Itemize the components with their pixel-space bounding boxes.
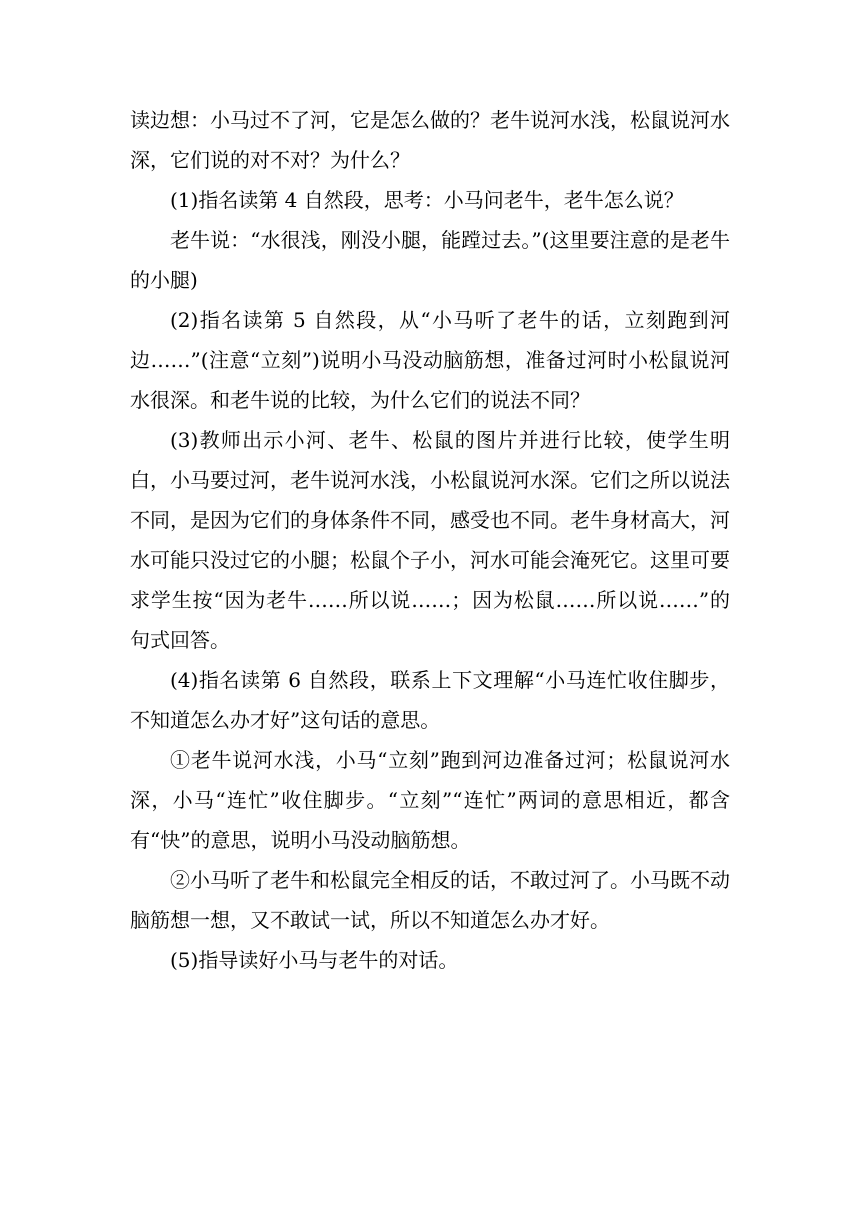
paragraph-ox-quote: 老牛说：“水很浅，刚没小腿，能蹚过去。”(这里要注意的是老牛的小腿): [130, 228, 730, 292]
paragraph-step-3: (3)教师出示小河、老牛、松鼠的图片并进行比较，使学生明白，小马要过河，老牛说河水浅，小松鼠说河水深。它们之所以说法不同，是因为它们的身体条件不同，感受也不同。老牛身材高大，河水可能只没过它的小腿；松鼠个子小，河水可能会淹死它。这里可要求学生按“因为老牛……所以说……；因为松鼠……所以说……”的句式回答。: [130, 428, 730, 652]
paragraph-step-2: (2)指名读第 5 自然段，从“小马听了老牛的话，立刻跑到河边……”(注意“立刻”)说明小马没动脑筋想，准备过河时小松鼠说河水很深。和老牛说的比较，为什么它们的说法不同？: [130, 308, 730, 412]
document-body: [130, 100, 730, 980]
paragraph-step-1: (1)指名读第 4 自然段，思考：小马问老牛，老牛怎么说？: [170, 188, 684, 212]
paragraph-point-2: ②小马听了老牛和松鼠完全相反的话，不敢过河了。小马既不动脑筋想一想，又不敢试一试，所以不知道怎么办才好。: [130, 868, 730, 932]
paragraph-point-1: ①老牛说河水浅，小马“立刻”跑到河边准备过河；松鼠说河水深，小马“连忙”收住脚步。“立刻”“连忙”两词的意思相近，都含有“快”的意思，说明小马没动脑筋想。: [130, 748, 730, 852]
paragraph-continuation: 读边想：小马过不了河，它是怎么做的？老牛说河水浅，松鼠说河水深，它们说的对不对？为什么？: [130, 108, 730, 172]
paragraph-step-4: (4)指名读第 6 自然段，联系上下文理解“小马连忙收住脚步，不知道怎么办才好”这句话的意思。: [130, 668, 730, 732]
paragraph-step-5: (5)指导读好小马与老牛的对话。: [170, 948, 459, 972]
